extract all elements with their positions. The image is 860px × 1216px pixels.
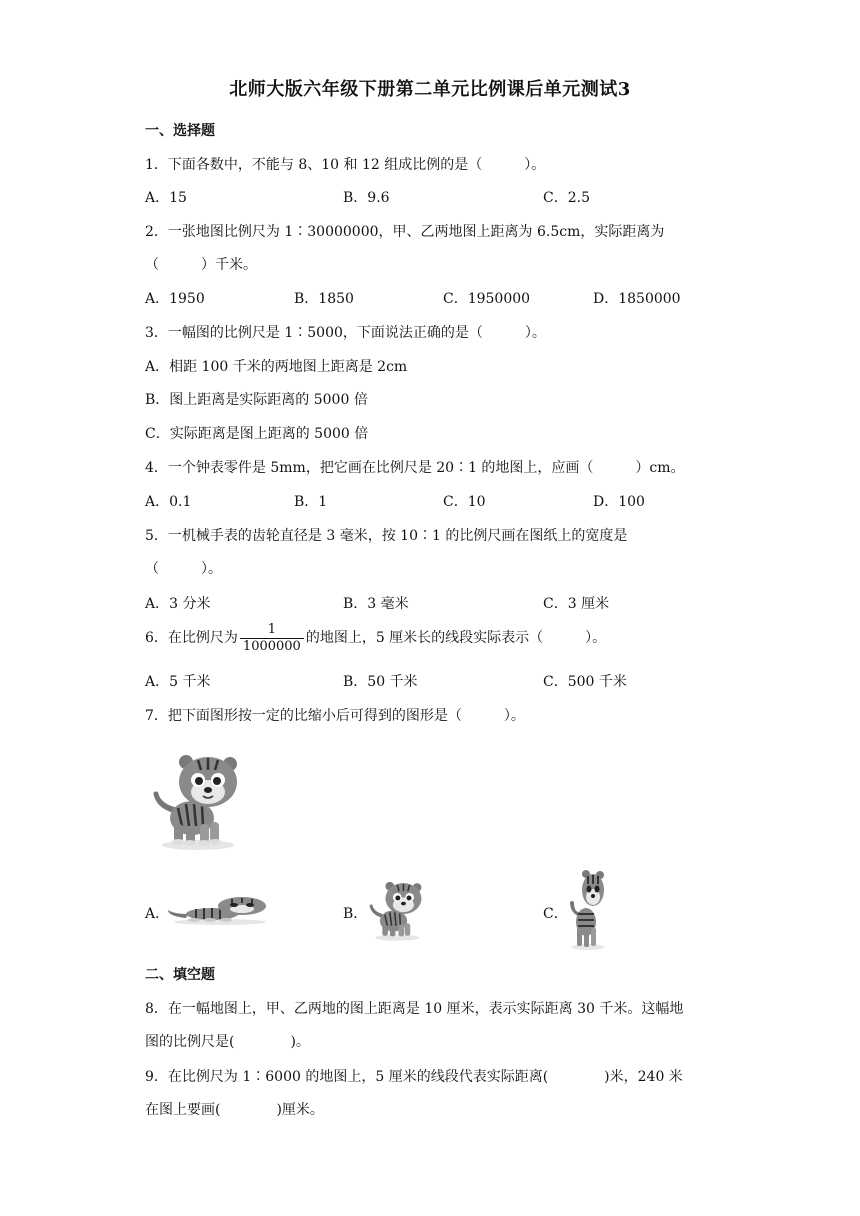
q4-option-c: C．10: [443, 494, 486, 510]
question-5-cont: （ ）。: [145, 561, 222, 577]
q4-option-b: B．1: [294, 494, 328, 510]
q2-option-a: A．1950: [145, 291, 205, 307]
q2-option-d: D．1850000: [593, 291, 681, 307]
q7-option-b: B．: [343, 906, 368, 922]
question-4: 4．一个钟表零件是 5mm，把它画在比例尺是 20∶1 的地图上，应画（ ）cm。: [145, 460, 685, 476]
question-1: 1．下面各数中，不能与 8、10 和 12 组成比例的是（ ）。: [145, 157, 546, 173]
fraction-denominator: 1000000: [242, 638, 301, 654]
q4-option-d: D．100: [593, 494, 645, 510]
question-9-cont: 在图上要画( )厘米。: [145, 1102, 324, 1118]
q1-option-c: C．2.5: [543, 190, 590, 206]
q3-option-c: C．实际距离是图上距离的 5000 倍: [145, 426, 369, 442]
q2-option-c: C．1950000: [443, 291, 531, 307]
q6-option-a: A．5 千米: [145, 674, 211, 690]
q5-option-c: C．3 厘米: [543, 596, 610, 612]
original-tiger-image: [148, 752, 244, 852]
q2-option-b: B．1850: [294, 291, 354, 307]
fraction-numerator: 1: [240, 622, 304, 639]
q6-option-c: C．500 千米: [543, 674, 627, 690]
q6-option-b: B．50 千米: [343, 674, 418, 690]
q1-option-b: B．9.6: [343, 190, 390, 206]
page-title: 北师大版六年级下册第二单元比例课后单元测试3: [229, 79, 631, 100]
section-fill-heading: 二、填空题: [145, 967, 215, 983]
scale-fraction: [240, 622, 304, 655]
section-choice-heading: 一、选择题: [145, 123, 215, 139]
q3-option-a: A．相距 100 千米的两地图上距离是 2cm: [145, 359, 408, 375]
question-3: 3．一幅图的比例尺是 1∶5000，下面说法正确的是（ ）。: [145, 325, 546, 341]
q4-option-a: A．0.1: [145, 494, 192, 510]
q5-option-a: A．3 分米: [145, 596, 211, 612]
q7-option-c: C．: [543, 906, 568, 922]
question-8-cont: 图的比例尺是( )。: [145, 1034, 310, 1050]
option-b-tiger-scaled-image: [366, 880, 426, 942]
q7-option-a: A．: [145, 906, 170, 922]
question-9: 9．在比例尺为 1∶6000 的地图上，5 厘米的线段代表实际距离( )米，240 米: [145, 1069, 683, 1085]
q5-option-b: B．3 毫米: [343, 596, 409, 612]
q3-option-b: B．图上距离是实际距离的 5000 倍: [145, 392, 368, 408]
question-6: [145, 620, 606, 656]
q1-option-a: A．15: [145, 190, 187, 206]
question-2-cont: （ ）千米。: [145, 257, 257, 273]
question-2: 2．一张地图比例尺为 1∶30000000，甲、乙两地图上距离为 6.5cm，实际距离为: [145, 224, 665, 240]
option-c-tiger-stretched-image: [566, 870, 608, 950]
question-6-pre: 6．在比例尺为: [145, 630, 238, 646]
option-a-tiger-flattened-image: [166, 892, 270, 926]
question-5: 5．一机械手表的齿轮直径是 3 毫米，按 10∶1 的比例尺画在图纸上的宽度是: [145, 528, 628, 544]
question-8: 8．在一幅地图上，甲、乙两地的图上距离是 10 厘米，表示实际距离 30 千米。这幅地: [145, 1001, 684, 1017]
question-7: 7．把下面图形按一定的比缩小后可得到的图形是（ ）。: [145, 708, 525, 724]
question-6-post: 的地图上，5 厘米长的线段实际表示（ ）。: [305, 630, 607, 646]
